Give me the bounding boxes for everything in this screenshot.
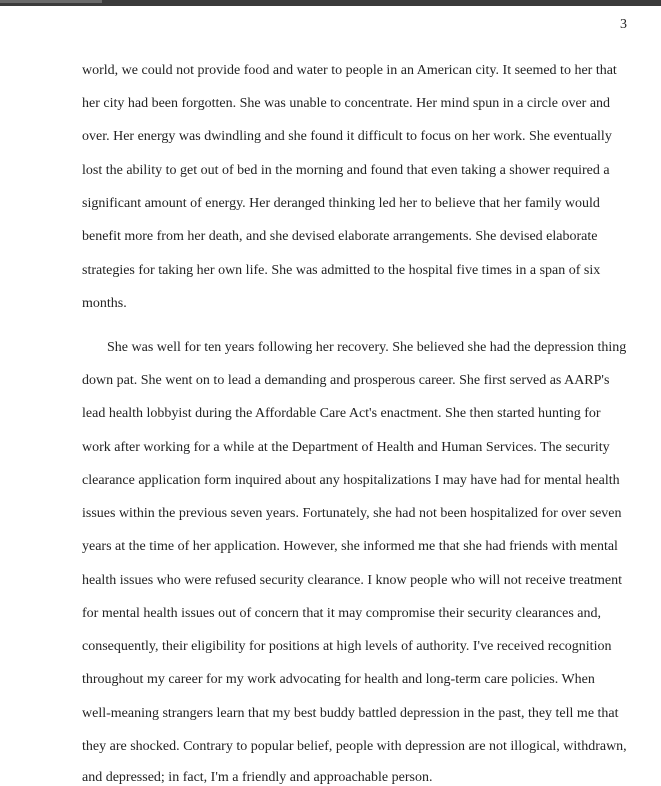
body-text-line: benefit more from her death, and she devised elaborate arrangements. She devised elaborate [82, 229, 598, 244]
body-text-line: issues within the previous seven years. Fortunately, she had not been hospitalized for over seven [82, 506, 622, 521]
body-text-line: for mental health issues out of concern that it may compromise their security clearances and, [82, 606, 601, 621]
body-text-line: down pat. She went on to lead a demanding and prosperous career. She first served as AARP's [82, 373, 610, 388]
body-text-line: clearance application form inquired about any hospitalizations I may have had for mental health [82, 473, 620, 488]
body-text-line: throughout my career for my work advocating for health and long-term care policies. When [82, 672, 595, 687]
body-text-line: her city had been forgotten. She was unable to concentrate. Her mind spun in a circle over and [82, 96, 611, 111]
body-text-line: months. [82, 296, 127, 311]
body-text-line: consequently, their eligibility for positions at high levels of authority. I've received recognition [82, 639, 612, 654]
body-text-line: and depressed; in fact, I'm a friendly and approachable person. [82, 770, 433, 785]
body-text-line: lost the ability to get out of bed in the morning and found that even taking a shower required a [82, 163, 610, 178]
body-text-line: health issues who were refused security clearance. I know people who will not receive treatment [82, 573, 622, 588]
body-text-line: strategies for taking her own life. She was admitted to the hospital five times in a span of six [82, 263, 601, 278]
body-text-line: world, we could not provide food and water to people in an American city. It seemed to her that [82, 63, 617, 78]
viewer-tab[interactable] [0, 0, 102, 3]
body-text-line: work after working for a while at the Department of Health and Human Services. The security [82, 440, 610, 455]
document-page [0, 6, 661, 783]
body-text-line: over. Her energy was dwindling and she found it difficult to focus on her work. She eventually [82, 129, 612, 144]
body-text-line: lead health lobbyist during the Affordable Care Act's enactment. She then started hunting for [82, 406, 601, 421]
body-text-line: years at the time of her application. However, she informed me that she had friends with mental [82, 539, 618, 554]
body-text-line: well-meaning strangers learn that my best buddy battled depression in the past, they tell me that [82, 706, 619, 721]
body-text-line: She was well for ten years following her recovery. She believed she had the depression thing [107, 340, 627, 355]
body-text-line: significant amount of energy. Her deranged thinking led her to believe that her family would [82, 196, 600, 211]
page-number: 3 [620, 17, 627, 32]
body-text-line: they are shocked. Contrary to popular belief, people with depression are not illogical, withdrawn, [82, 739, 627, 754]
